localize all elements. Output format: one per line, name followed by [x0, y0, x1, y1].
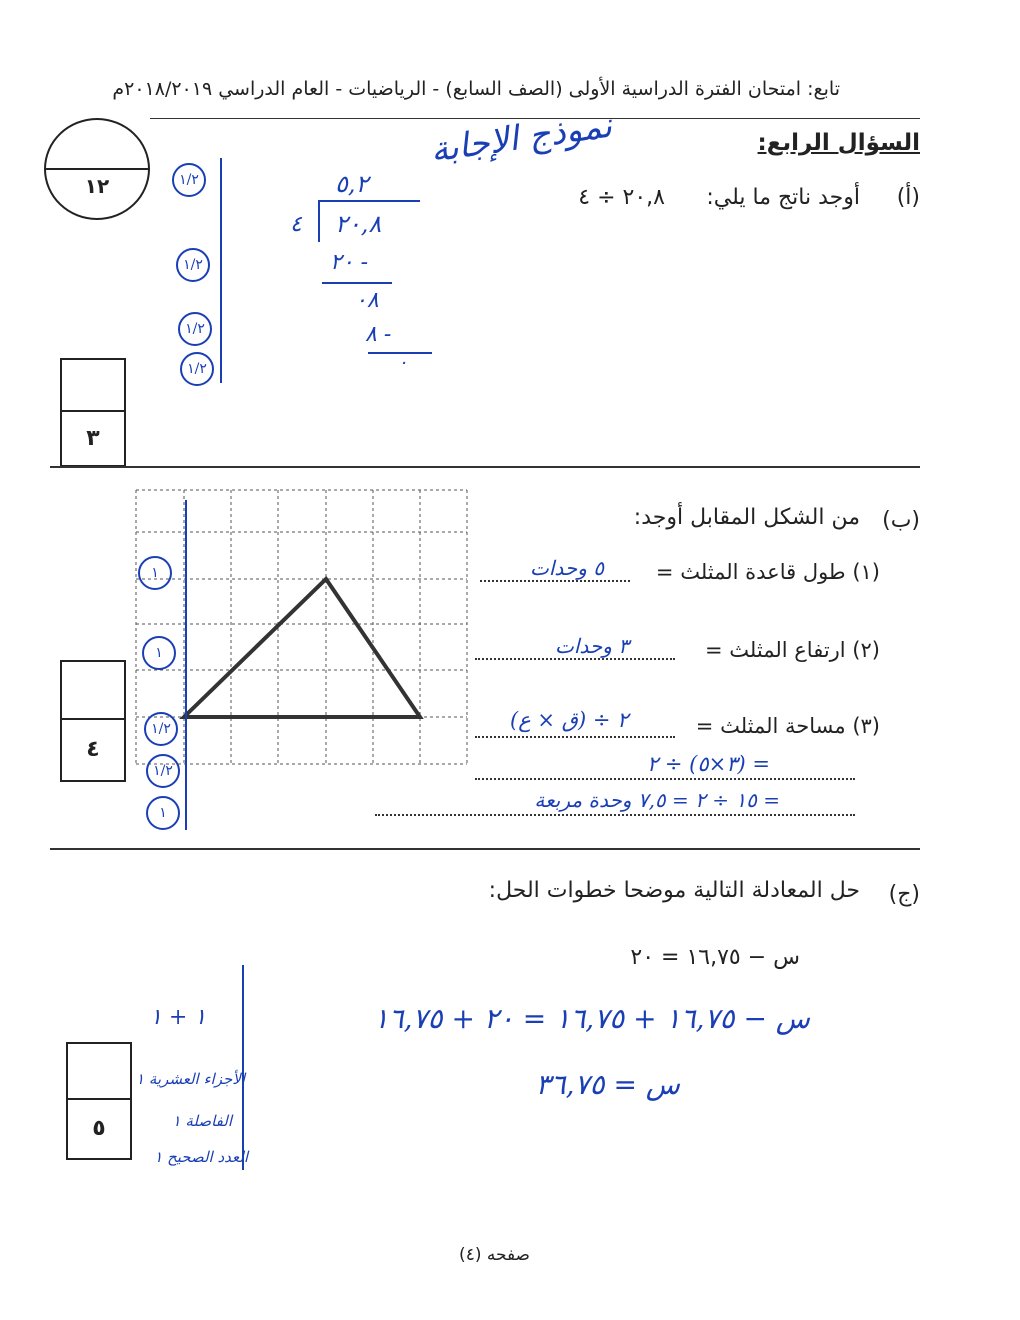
part-c-score: ٥ [92, 1115, 106, 1141]
part-a-marks-line [220, 158, 222, 383]
part-c-marks-line [242, 965, 244, 1170]
exam-header: تابع: امتحان الفترة الدراسية الأولى (الصف السابع) - الرياضيات - العام الدراسي ٢٠١٨/٢٠١٩م [112, 78, 840, 100]
part-b-item1-label: (١) طول قاعدة المثلث = [655, 560, 880, 584]
mark-a4: ١/٢ [180, 352, 214, 386]
division-step2: ٠٨ [355, 288, 379, 313]
part-c-label: (ج) [888, 882, 920, 907]
part-a-prompt: أوجد ناتج ما يلي: [706, 185, 860, 210]
part-c-note3: العدد الصحيح ١ [154, 1148, 248, 1166]
division-dividend: ٢٠,٨ [335, 210, 382, 238]
part-c-note1: الأجزاء العشرية ١ [136, 1070, 245, 1088]
division-line1 [322, 282, 392, 284]
part-c-equation: س − ١٦,٧٥ = ٢٠ [630, 945, 800, 970]
triangle-grid-figure [130, 484, 475, 769]
part-c-marks-top: ١ + ١ [150, 1005, 207, 1030]
part-c-score-box [66, 1042, 132, 1160]
question-title: السؤال الرابع: [757, 130, 920, 156]
divider-ab [50, 466, 920, 468]
part-a-label: (أ) [896, 185, 920, 210]
part-c-prompt: حل المعادلة التالية موضحا خطوات الحل: [488, 878, 860, 903]
part-a-expression: ٢٠,٨ ÷ ٤ [578, 185, 665, 210]
part-b-item1-answer: ٥ وحدات [530, 556, 605, 580]
part-b-score: ٤ [86, 736, 100, 762]
division-quotient: ٥,٢ [335, 170, 369, 198]
division-remainder: ٠ [398, 352, 408, 373]
part-a-score: ٣ [86, 425, 100, 451]
mark-a2: ١/٢ [176, 248, 210, 282]
mark-a3: ١/٢ [178, 312, 212, 346]
mark-b1: ١ [138, 556, 172, 590]
total-score: ١٢ [84, 174, 110, 198]
part-c-note2: الفاصلة ١ [172, 1112, 232, 1130]
part-b-score-box [60, 660, 126, 782]
triangle [184, 579, 420, 717]
part-b-prompt: من الشكل المقابل أوجد: [633, 505, 860, 530]
division-divisor: ٤ [290, 212, 302, 237]
part-a-score-box [60, 358, 126, 467]
part-b-line2: = (٣×٥) ÷ ٢ [646, 752, 770, 776]
mark-b3: ١/٢ [144, 712, 178, 746]
mark-a1: ١/٢ [172, 163, 206, 197]
part-b-marks-line [185, 500, 187, 830]
total-score-circle [44, 118, 150, 220]
mark-b5: ١ [146, 796, 180, 830]
answer-key-annotation: نموذج الإجابة [428, 105, 615, 171]
part-b-item2-answer: ٣ وحدات [555, 634, 630, 658]
part-b-label: (ب) [882, 508, 920, 533]
division-step1: ٢٠ - [330, 250, 369, 275]
page-footer: صفحه (٤) [459, 1245, 530, 1265]
division-step3: ٨ - [365, 322, 392, 347]
part-c-step2: س = ٣٦,٧٥ [535, 1068, 680, 1101]
part-b-item3-answer: (ق × ع) ÷ ٢ [510, 708, 629, 732]
divider-bc [50, 848, 920, 850]
mark-b2: ١ [142, 636, 176, 670]
part-b-item2-label: (٢) ارتفاع المثلث = [705, 638, 880, 662]
part-b-line3: = ١٥ ÷ ٢ = ٧,٥ وحدة مربعة [534, 788, 780, 812]
part-c-step1: س − ١٦,٧٥ + ١٦,٧٥ = ٢٠ + ١٦,٧٥ [373, 1002, 810, 1035]
mark-b4: ١/٢ [146, 754, 180, 788]
part-b-item3-label: (٣) مساحة المثلث = [695, 714, 880, 738]
